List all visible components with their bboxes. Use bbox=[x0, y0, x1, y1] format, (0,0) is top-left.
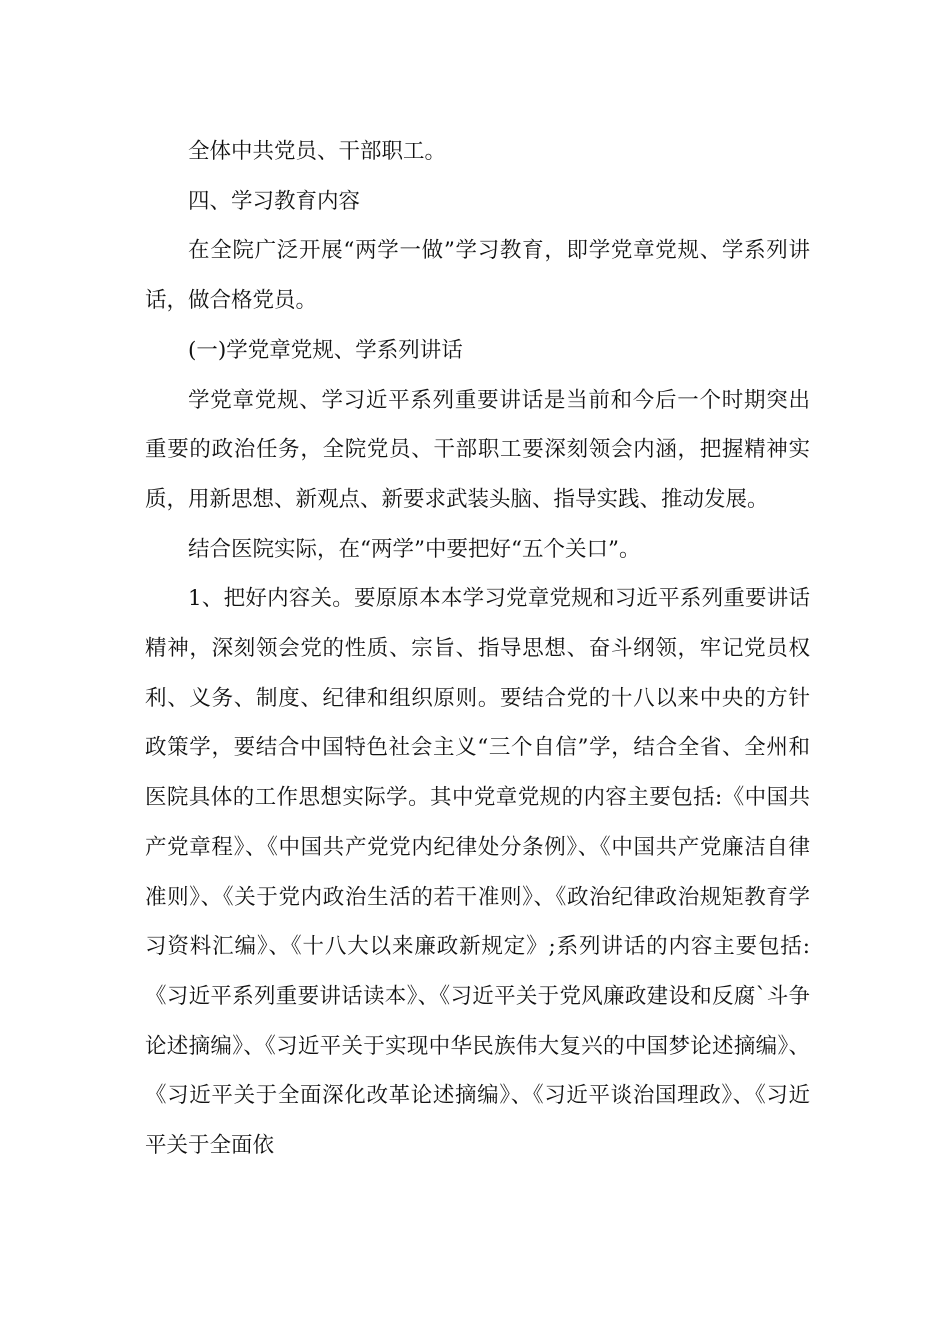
paragraph-two-studies: 在全院广泛开展“两学一做”学习教育，即学党章党规、学系列讲话，做合格党员。 bbox=[145, 238, 810, 314]
paragraph-content-checkpoint: 1、把好内容关。要原原本本学习党章党规和习近平系列重要讲话精神，深刻领会党的性质、宗旨、指导思想、奋斗纲领，牢记党员权利、义务、制度、纪律和组织原则。要结合党的十八以来中央的方针政策学，要结合中国特色社会主义“三个自信”学，结合全省、全州和医院具体的工作思想实际学。其中党章党规的内容主要包括:《中国共产党章程》、《中国共产党党内纪律处分条例》、《中国共产党廉洁自律准则》、《关于党内政治生活的若干准则》、《政治纪律政治规矩教育学习资料汇编》、《十八大以来廉政新规定》;系列讲话的内容主要包括:《习近平系列重要讲话读本》、《习近平关于党风廉政建设和反腐`斗争论述摘编》、《习近平关于实现中华民族伟大复兴的中国梦论述摘编》、《习近平关于全面深化改革论述摘编》、《习近平谈治国理政》、《习近平关于全面依 bbox=[145, 586, 810, 1159]
document-body bbox=[145, 127, 810, 1171]
paragraph-audience: 全体中共党员、干部职工。 bbox=[188, 139, 447, 164]
section-heading-study-content: 四、学习教育内容 bbox=[188, 188, 361, 214]
paragraph-five-checkpoints: 结合医院实际，在“两学”中要把好“五个关口”。 bbox=[188, 536, 641, 562]
paragraph-political-task: 学党章党规、学习近平系列重要讲话是当前和今后一个时期突出重要的政治任务，全院党员、干部职工要深刻领会内涵，把握精神实质，用新思想、新观点、新要求武装头脑、指导实践、推动发展。 bbox=[145, 387, 810, 512]
subsection-heading-study-rules: (一)学党章党规、学系列讲话 bbox=[188, 337, 463, 363]
